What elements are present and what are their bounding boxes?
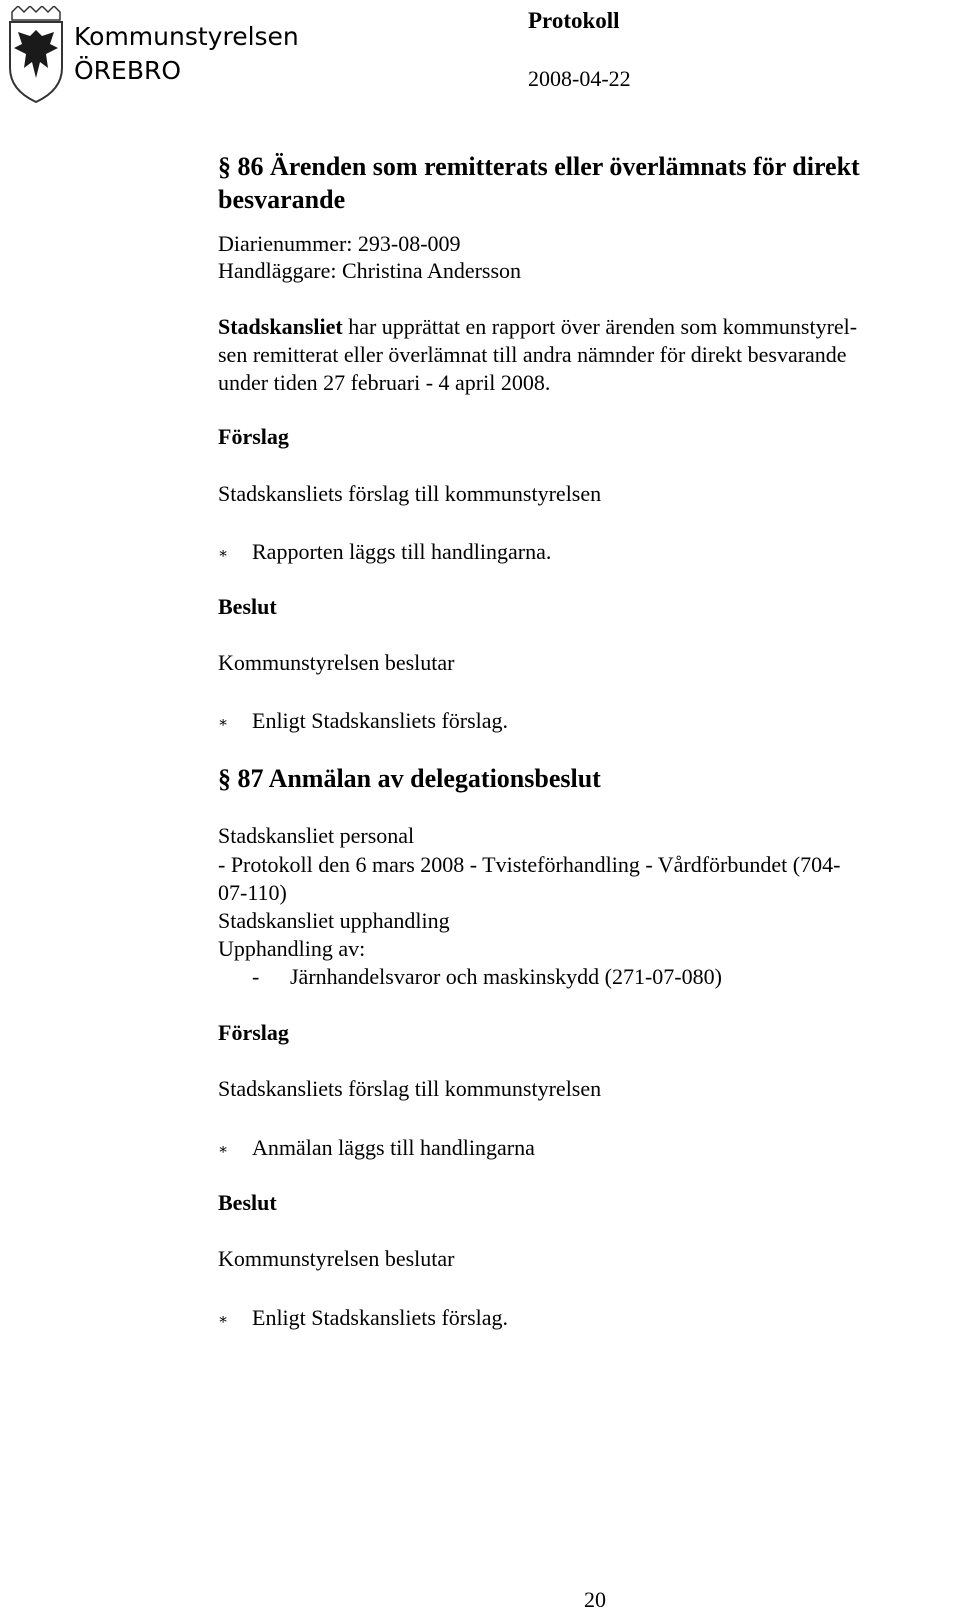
section-86-beslut-intro: Kommunstyrelsen beslutar: [218, 650, 455, 675]
section-87-title: [218, 762, 601, 795]
section-87-title-text: 87 Anmälan av delegationsbeslut: [237, 764, 601, 793]
bullet-icon: ∗: [218, 1312, 229, 1328]
section-87-line4: Stadskansliet upphandling: [218, 908, 450, 933]
section-87-forslag-intro: Stadskansliets förslag till kommunstyrelsen: [218, 1076, 602, 1101]
section-86-body-line1: [218, 312, 857, 341]
org-name: Kommunstyrelsen: [74, 22, 299, 51]
section-87-beslut-intro: Kommunstyrelsen beslutar: [218, 1246, 455, 1271]
section-86-forslag-heading: Förslag: [218, 424, 289, 449]
section-87-beslut-heading: Beslut: [218, 1190, 277, 1215]
section-86-forslag-item: Rapporten läggs till handlingarna.: [252, 539, 552, 564]
section-86-beslut-heading: Beslut: [218, 594, 277, 619]
municipality-logo: [6, 6, 299, 106]
section-87-item: Järnhandelsvaror och maskinskydd (271-07-080): [290, 964, 722, 989]
coat-of-arms-icon: [6, 6, 66, 106]
body-line1-rest: har upprättat en rapport över ärenden som kommunstyrel-: [342, 314, 858, 339]
body-bold-subject: Stadskansliet: [218, 314, 343, 339]
section-87-line1: Stadskansliet personal: [218, 823, 415, 848]
section-86-title-line1: 86 Ärenden som remitterats eller överlämnats för direkt: [237, 152, 860, 181]
page-number: 20: [584, 1587, 606, 1612]
section-86-forslag-intro: Stadskansliets förslag till kommunstyrelsen: [218, 481, 602, 506]
handlaggare: Handläggare: Christina Andersson: [218, 258, 522, 283]
bullet-icon: ∗: [218, 715, 229, 731]
diarienummer: Diarienummer: 293-08-009: [218, 231, 461, 256]
section-86-body-line3: under tiden 27 februari - 4 april 2008.: [218, 370, 551, 395]
bullet-icon: ∗: [218, 1142, 229, 1158]
section-86-title: [218, 150, 860, 183]
section-87-line2: - Protokoll den 6 mars 2008 - Tvisteförhandling - Vårdförbundet (704-: [218, 852, 841, 877]
dash-marker: -: [252, 964, 260, 989]
section-87-forslag-heading: Förslag: [218, 1020, 289, 1045]
org-city: ÖREBRO: [74, 56, 182, 85]
section-86-body-line2: sen remitterat eller överlämnat till andra nämnder för direkt besvarande: [218, 342, 847, 367]
section-86-title-line2: besvarande: [218, 185, 346, 214]
section-87-line3: 07-110): [218, 880, 287, 905]
section-symbol: §: [218, 764, 231, 793]
section-87-forslag-item: Anmälan läggs till handlingarna: [252, 1135, 535, 1160]
section-87-line5: Upphandling av:: [218, 936, 366, 961]
document-type: Protokoll: [528, 8, 620, 33]
document-date: 2008-04-22: [528, 66, 631, 91]
section-symbol: §: [218, 152, 231, 181]
section-87-beslut-item: Enligt Stadskansliets förslag.: [252, 1305, 509, 1330]
bullet-icon: ∗: [218, 546, 229, 562]
section-86-beslut-item: Enligt Stadskansliets förslag.: [252, 708, 509, 733]
